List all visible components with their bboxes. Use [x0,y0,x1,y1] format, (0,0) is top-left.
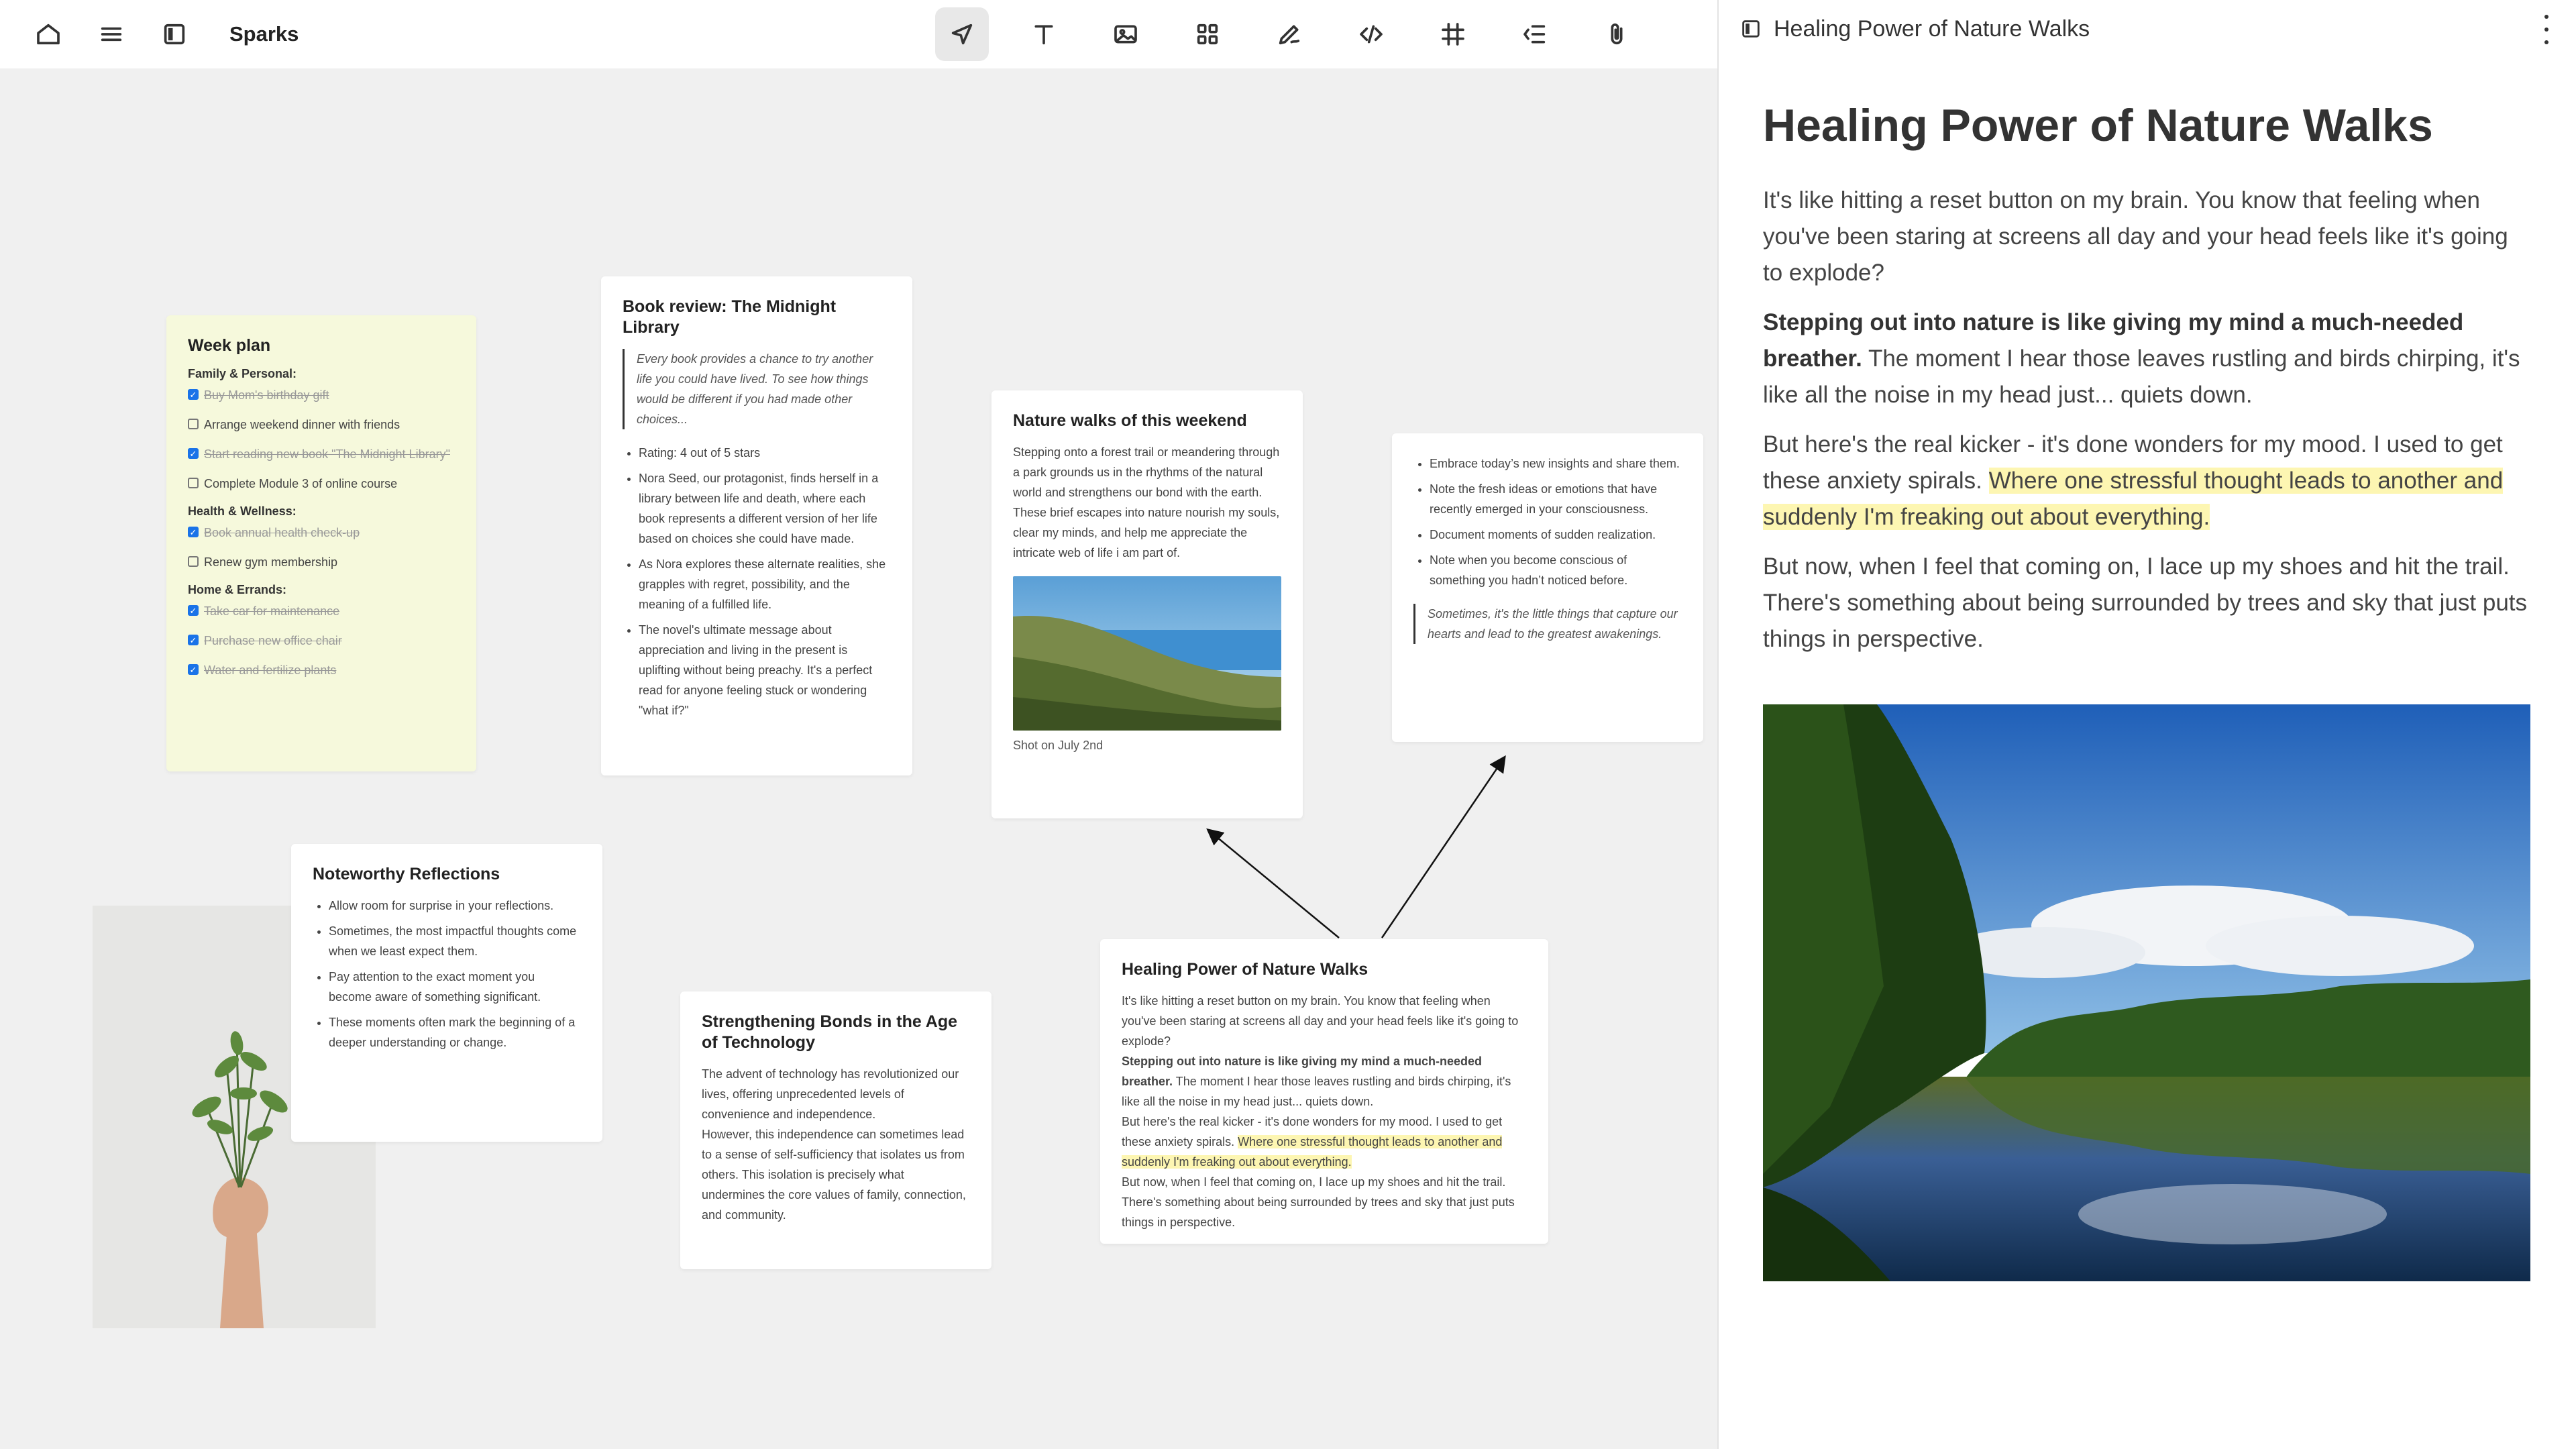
home-icon[interactable] [21,7,75,61]
list-item: • Pay attention to the exact moment you become aware of something significant. [329,967,581,1007]
lake-forest-image[interactable] [1763,704,2530,1281]
checkbox-checked-icon[interactable]: ✓ [188,389,199,400]
nature-walks-text: These brief escapes into nature nourish my souls, clear my minds, and help me appreciate the intricate web of life i am part of. [1013,506,1280,559]
select-tool-icon[interactable] [935,7,989,61]
list-item: • Embrace today’s new insights and share them. [1430,453,1682,474]
insights-list [1413,453,1682,590]
week-plan-section-heading: Home & Errands: [188,583,287,596]
draw-tool-icon[interactable] [1263,7,1316,61]
code-tool-icon[interactable] [1344,7,1398,61]
list-item: • Note when you become conscious of something you hadn’t noticed before. [1430,550,1682,590]
checklist-item[interactable]: Renew gym membership [188,552,455,572]
list-item: • Note the fresh ideas or emotions that have recently emerged in your consciousness. [1430,479,1682,519]
panel-title: Healing Power of Nature Walks [1763,100,2433,151]
checklist-item[interactable]: Arrange weekend dinner with friends [188,415,455,435]
week-plan-section-heading: Family & Personal: [188,367,297,380]
checkbox-checked-icon[interactable]: ✓ [188,605,199,616]
nature-walks-title: Nature walks of this weekend [1013,411,1247,430]
reflections-list [313,896,581,1053]
book-review-title: Book review: The Midnight Library [623,297,837,337]
top-toolbar [0,0,1717,68]
bonds-card[interactable] [680,991,991,1269]
attach-tool-icon[interactable] [1590,7,1644,61]
more-options-icon[interactable] [2540,15,2553,44]
checkbox-checked-icon[interactable]: ✓ [188,527,199,537]
connector-arrow [1209,830,1339,938]
healing-card-text: Stepping out into nature is like giving my mind a much-needed breather. The moment I hear those leaves rustling and birds chirping, it's like all the noise in my head just... quiets down. [1122,1055,1511,1108]
coastal-landscape-image[interactable] [1013,576,1281,731]
list-item: • Sometimes, the most impactful thoughts come when we least expect them. [329,921,581,961]
bonds-title: Strengthening Bonds in the Age of Technology [702,1012,958,1052]
outline-tool-icon[interactable] [1508,7,1562,61]
image-tool-icon[interactable] [1099,7,1152,61]
checklist-item[interactable]: ✓ Take car for maintenance [188,601,455,621]
insights-quote: Sometimes, it's the little things that capture our hearts and lead to the greatest awakenings. [1413,604,1682,644]
checkbox-icon[interactable] [188,478,199,488]
components-tool-icon[interactable] [1181,7,1234,61]
list-item: • Nora Seed, our protagonist, finds herself in a library between life and death, where each book represents a different version of her life based on choices she could have made. [639,468,891,549]
healing-card-text: It's like hitting a reset button on my brain. You know that feeling when you've been staring at screens all day and your head feels like it's going to explode? [1122,994,1519,1048]
panel-header-title: Healing Power of Nature Walks [1774,15,2090,42]
sidebar-toggle-icon[interactable] [148,7,201,61]
panel-paragraph: Stepping out into nature is like giving my mind a much-needed breather. The moment I hear those leaves rustling and birds chirping, it's like all the noise in my head just... quiets down. [1763,309,2520,408]
healing-power-card[interactable] [1100,939,1548,1244]
checklist-item[interactable]: ✓ Buy Mom's birthday gift [188,385,455,405]
list-item: • As Nora explores these alternate realities, she grapples with regret, possibility, and the meaning of a fulfilled life. [639,554,891,614]
healing-card-text: But now, when I feel that coming on, I lace up my shoes and hit the trail. There's something about being surrounded by trees and sky that just puts things in perspective. [1122,1175,1515,1229]
checklist-item[interactable]: ✓ Purchase new office chair [188,631,455,651]
week-plan-section-heading: Health & Wellness: [188,504,297,518]
detail-panel [1717,0,2576,1449]
list-item: • Rating: 4 out of 5 stars [639,443,891,463]
image-caption: Shot on July 2nd [1013,739,1104,752]
connector-arrow [1382,758,1504,938]
panel-toggle-icon[interactable] [1737,15,1764,42]
bonds-text: The advent of technology has revolutionized our lives, offering unprecedented levels of convenience and independence. [702,1067,959,1121]
list-item: • These moments often mark the beginning of a deeper understanding or change. [329,1012,581,1053]
panel-paragraph: It's like hitting a reset button on my brain. You know that feeling when you've been staring at screens all day and your head feels like it's going to explode? [1763,187,2508,286]
checklist-item[interactable]: ✓ Start reading new book "The Midnight Library" [188,444,455,464]
week-plan-card[interactable] [166,315,476,771]
week-plan-title: Week plan [188,336,271,355]
reflections-title: Noteworthy Reflections [313,865,500,883]
nature-walks-card[interactable] [991,390,1303,818]
checkbox-icon[interactable] [188,419,199,429]
book-review-card[interactable] [601,276,912,775]
checkbox-checked-icon[interactable]: ✓ [188,448,199,459]
menu-icon[interactable] [85,7,138,61]
checkbox-checked-icon[interactable]: ✓ [188,635,199,645]
app-title: Sparks [229,22,299,46]
book-review-list [623,443,891,720]
bonds-text: However, this independence can sometimes lead to a sense of self-sufficiency that isolates us from others. This isolation is precisely what undermines the core values of family, connection, and community. [702,1128,966,1222]
panel-paragraph: But now, when I feel that coming on, I lace up my shoes and hit the trail. There's something about being surrounded by trees and sky that just puts things in perspective. [1763,553,2528,652]
checkbox-icon[interactable] [188,556,199,567]
book-review-quote: Every book provides a chance to try another life you could have lived. To see how things would be different if you had made other choices... [623,349,891,429]
list-item: • Allow room for surprise in your reflections. [329,896,581,916]
frame-tool-icon[interactable] [1426,7,1480,61]
list-item: • Document moments of sudden realization. [1430,525,1682,545]
insights-card[interactable] [1392,433,1703,742]
checklist-item[interactable]: Complete Module 3 of online course [188,474,455,494]
nature-walks-text: Stepping onto a forest trail or meandering through a park grounds us in the rhythms of the natural world and strengthens our bond with the earth. [1013,445,1280,499]
panel-paragraph: But here's the real kicker - it's done wonders for my mood. I used to get these anxiety spirals. Where one stressful thought leads to another and suddenly I'm freaking out about everything. [1763,431,2504,530]
panel-content[interactable] [1719,58,2576,1308]
reflections-card[interactable] [291,844,602,1142]
healing-card-title: Healing Power of Nature Walks [1122,960,1368,979]
list-item: • The novel's ultimate message about appreciation and living in the present is uplifting without being preachy. It's a perfect read for anyone feeling stuck or wondering "what if?" [639,620,891,720]
checkbox-checked-icon[interactable]: ✓ [188,664,199,675]
checklist-item[interactable]: ✓ Book annual health check-up [188,523,455,543]
checklist-item[interactable]: ✓ Water and fertilize plants [188,660,455,680]
text-tool-icon[interactable] [1017,7,1071,61]
panel-header [1719,0,2576,58]
healing-card-text: But here's the real kicker - it's done wonders for my mood. I used to get these anxiety spirals. Where one stressful thought leads to another and suddenly I'm freaking out about everything. [1122,1115,1503,1169]
